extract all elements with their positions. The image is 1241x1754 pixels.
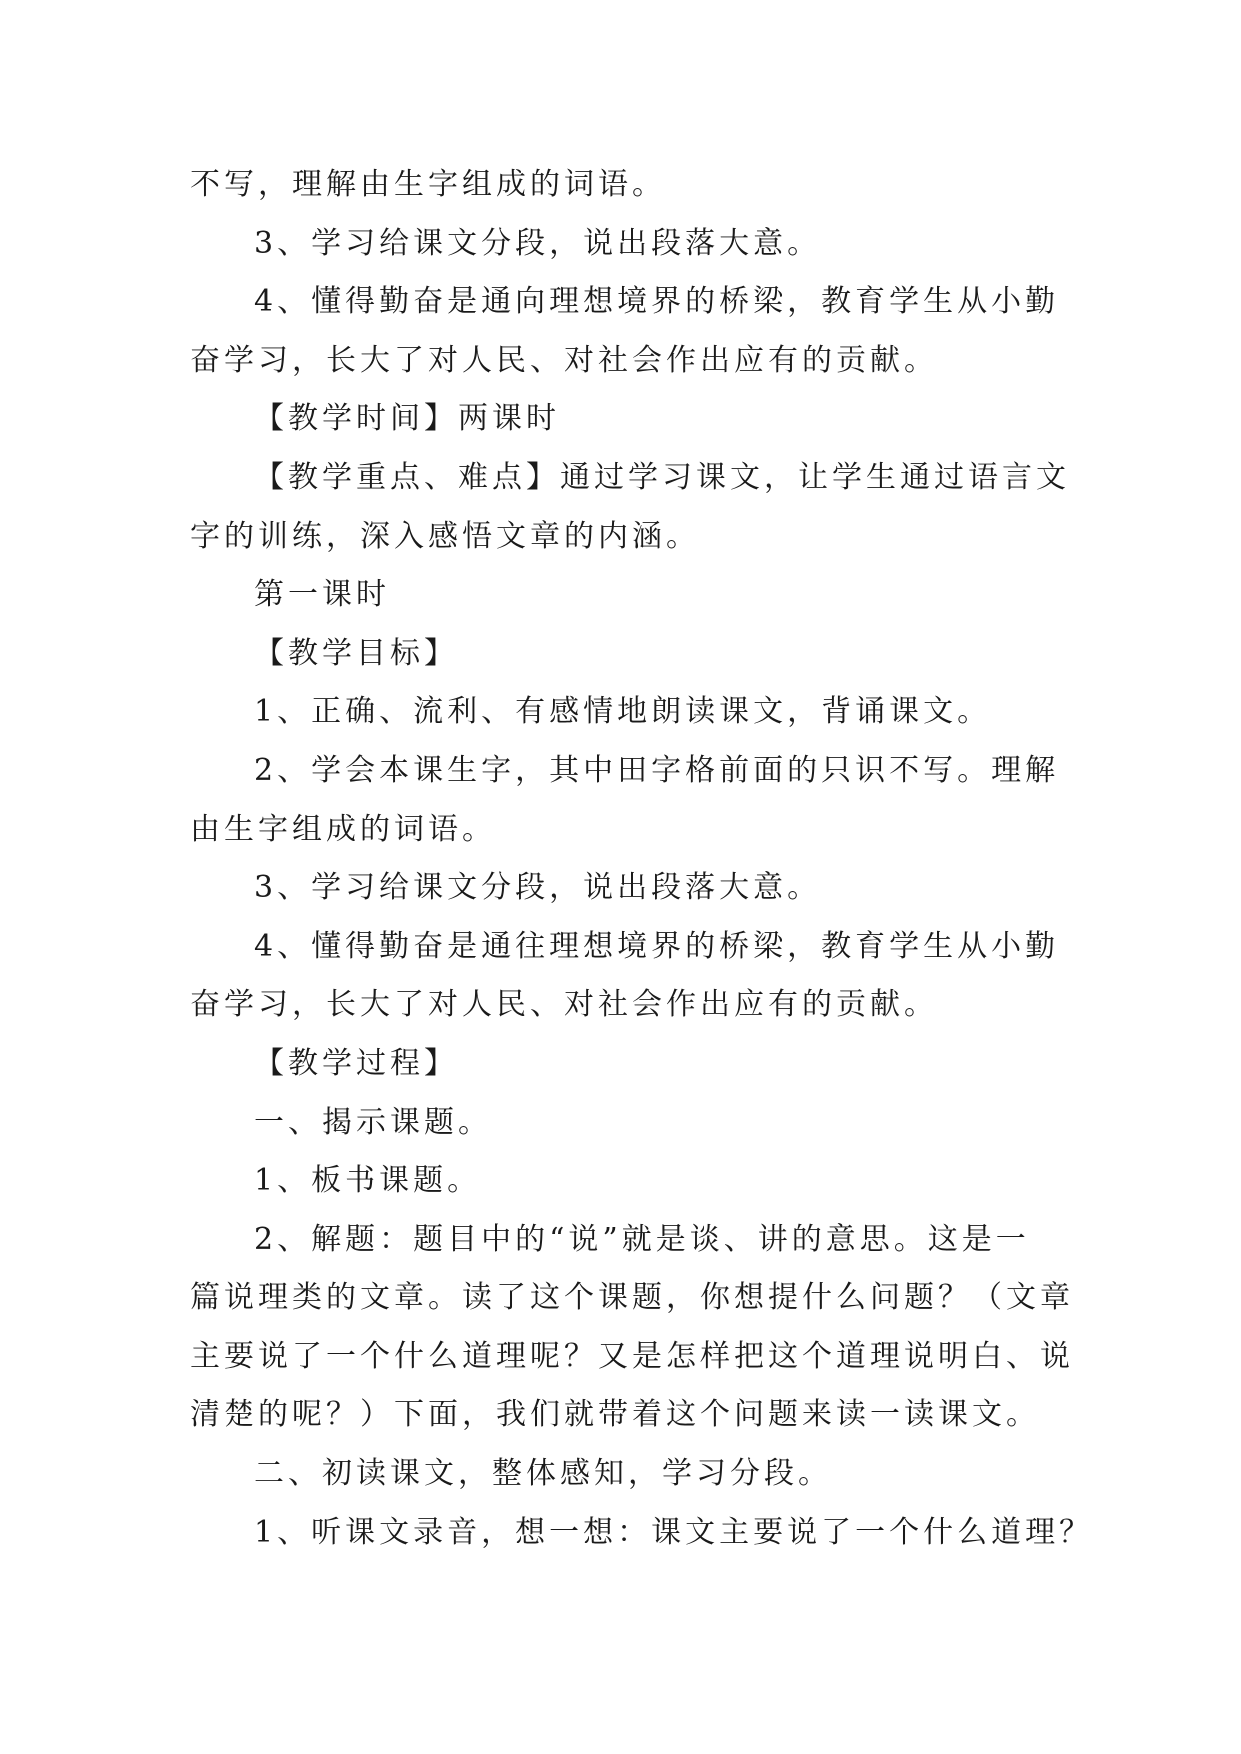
text-line-6: 【教学重点、难点】通过学习课文，让学生通过语言文 xyxy=(254,459,1070,495)
text-line-21: 主要说了一个什么道理呢？又是怎样把这个道理说明白、说 xyxy=(190,1338,1074,1374)
text-line-24: 1、听课文录音，想一想：课文主要说了一个什么道理？ xyxy=(254,1514,1094,1550)
text-line-18: 1、板书课题。 xyxy=(254,1163,482,1199)
text-line-2: 3、学习给课文分段，说出段落大意。 xyxy=(254,225,822,261)
text-line-11: 2、学会本课生字，其中田字格前面的只识不写。理解 xyxy=(254,752,1060,788)
text-line-19: 2、解题：题目中的“说”就是谈、讲的意思。这是一 xyxy=(254,1221,1030,1257)
text-line-15: 奋学习，长大了对人民、对社会作出应有的贡献。 xyxy=(190,987,938,1023)
text-line-7: 字的训练，深入感悟文章的内涵。 xyxy=(190,518,700,554)
text-line-10: 1、正确、流利、有感情地朗读课文，背诵课文。 xyxy=(254,694,992,730)
text-line-1: 不写，理解由生字组成的词语。 xyxy=(190,167,666,202)
text-line-3: 4、懂得勤奋是通向理想境界的桥梁，教育学生从小勤 xyxy=(254,284,1060,320)
text-line-17: 一、揭示课题。 xyxy=(254,1104,492,1140)
text-line-23: 二、初读课文，整体感知，学习分段。 xyxy=(254,1456,832,1492)
text-line-8: 第一课时 xyxy=(254,577,390,613)
text-line-22: 清楚的呢？）下面，我们就带着这个问题来读一读课文。 xyxy=(190,1397,1040,1433)
text-line-12: 由生字组成的词语。 xyxy=(190,811,496,847)
text-line-14: 4、懂得勤奋是通往理想境界的桥梁，教育学生从小勤 xyxy=(254,928,1060,964)
document-body xyxy=(190,156,1094,1562)
text-line-4: 奋学习，长大了对人民、对社会作出应有的贡献。 xyxy=(190,342,938,378)
text-line-20: 篇说理类的文章。读了这个课题，你想提什么问题？（文章 xyxy=(190,1280,1074,1316)
text-line-13: 3、学习给课文分段，说出段落大意。 xyxy=(254,870,822,906)
text-line-5: 【教学时间】两课时 xyxy=(254,401,560,437)
text-line-9: 【教学目标】 xyxy=(254,635,458,671)
text-line-16: 【教学过程】 xyxy=(254,1045,458,1081)
